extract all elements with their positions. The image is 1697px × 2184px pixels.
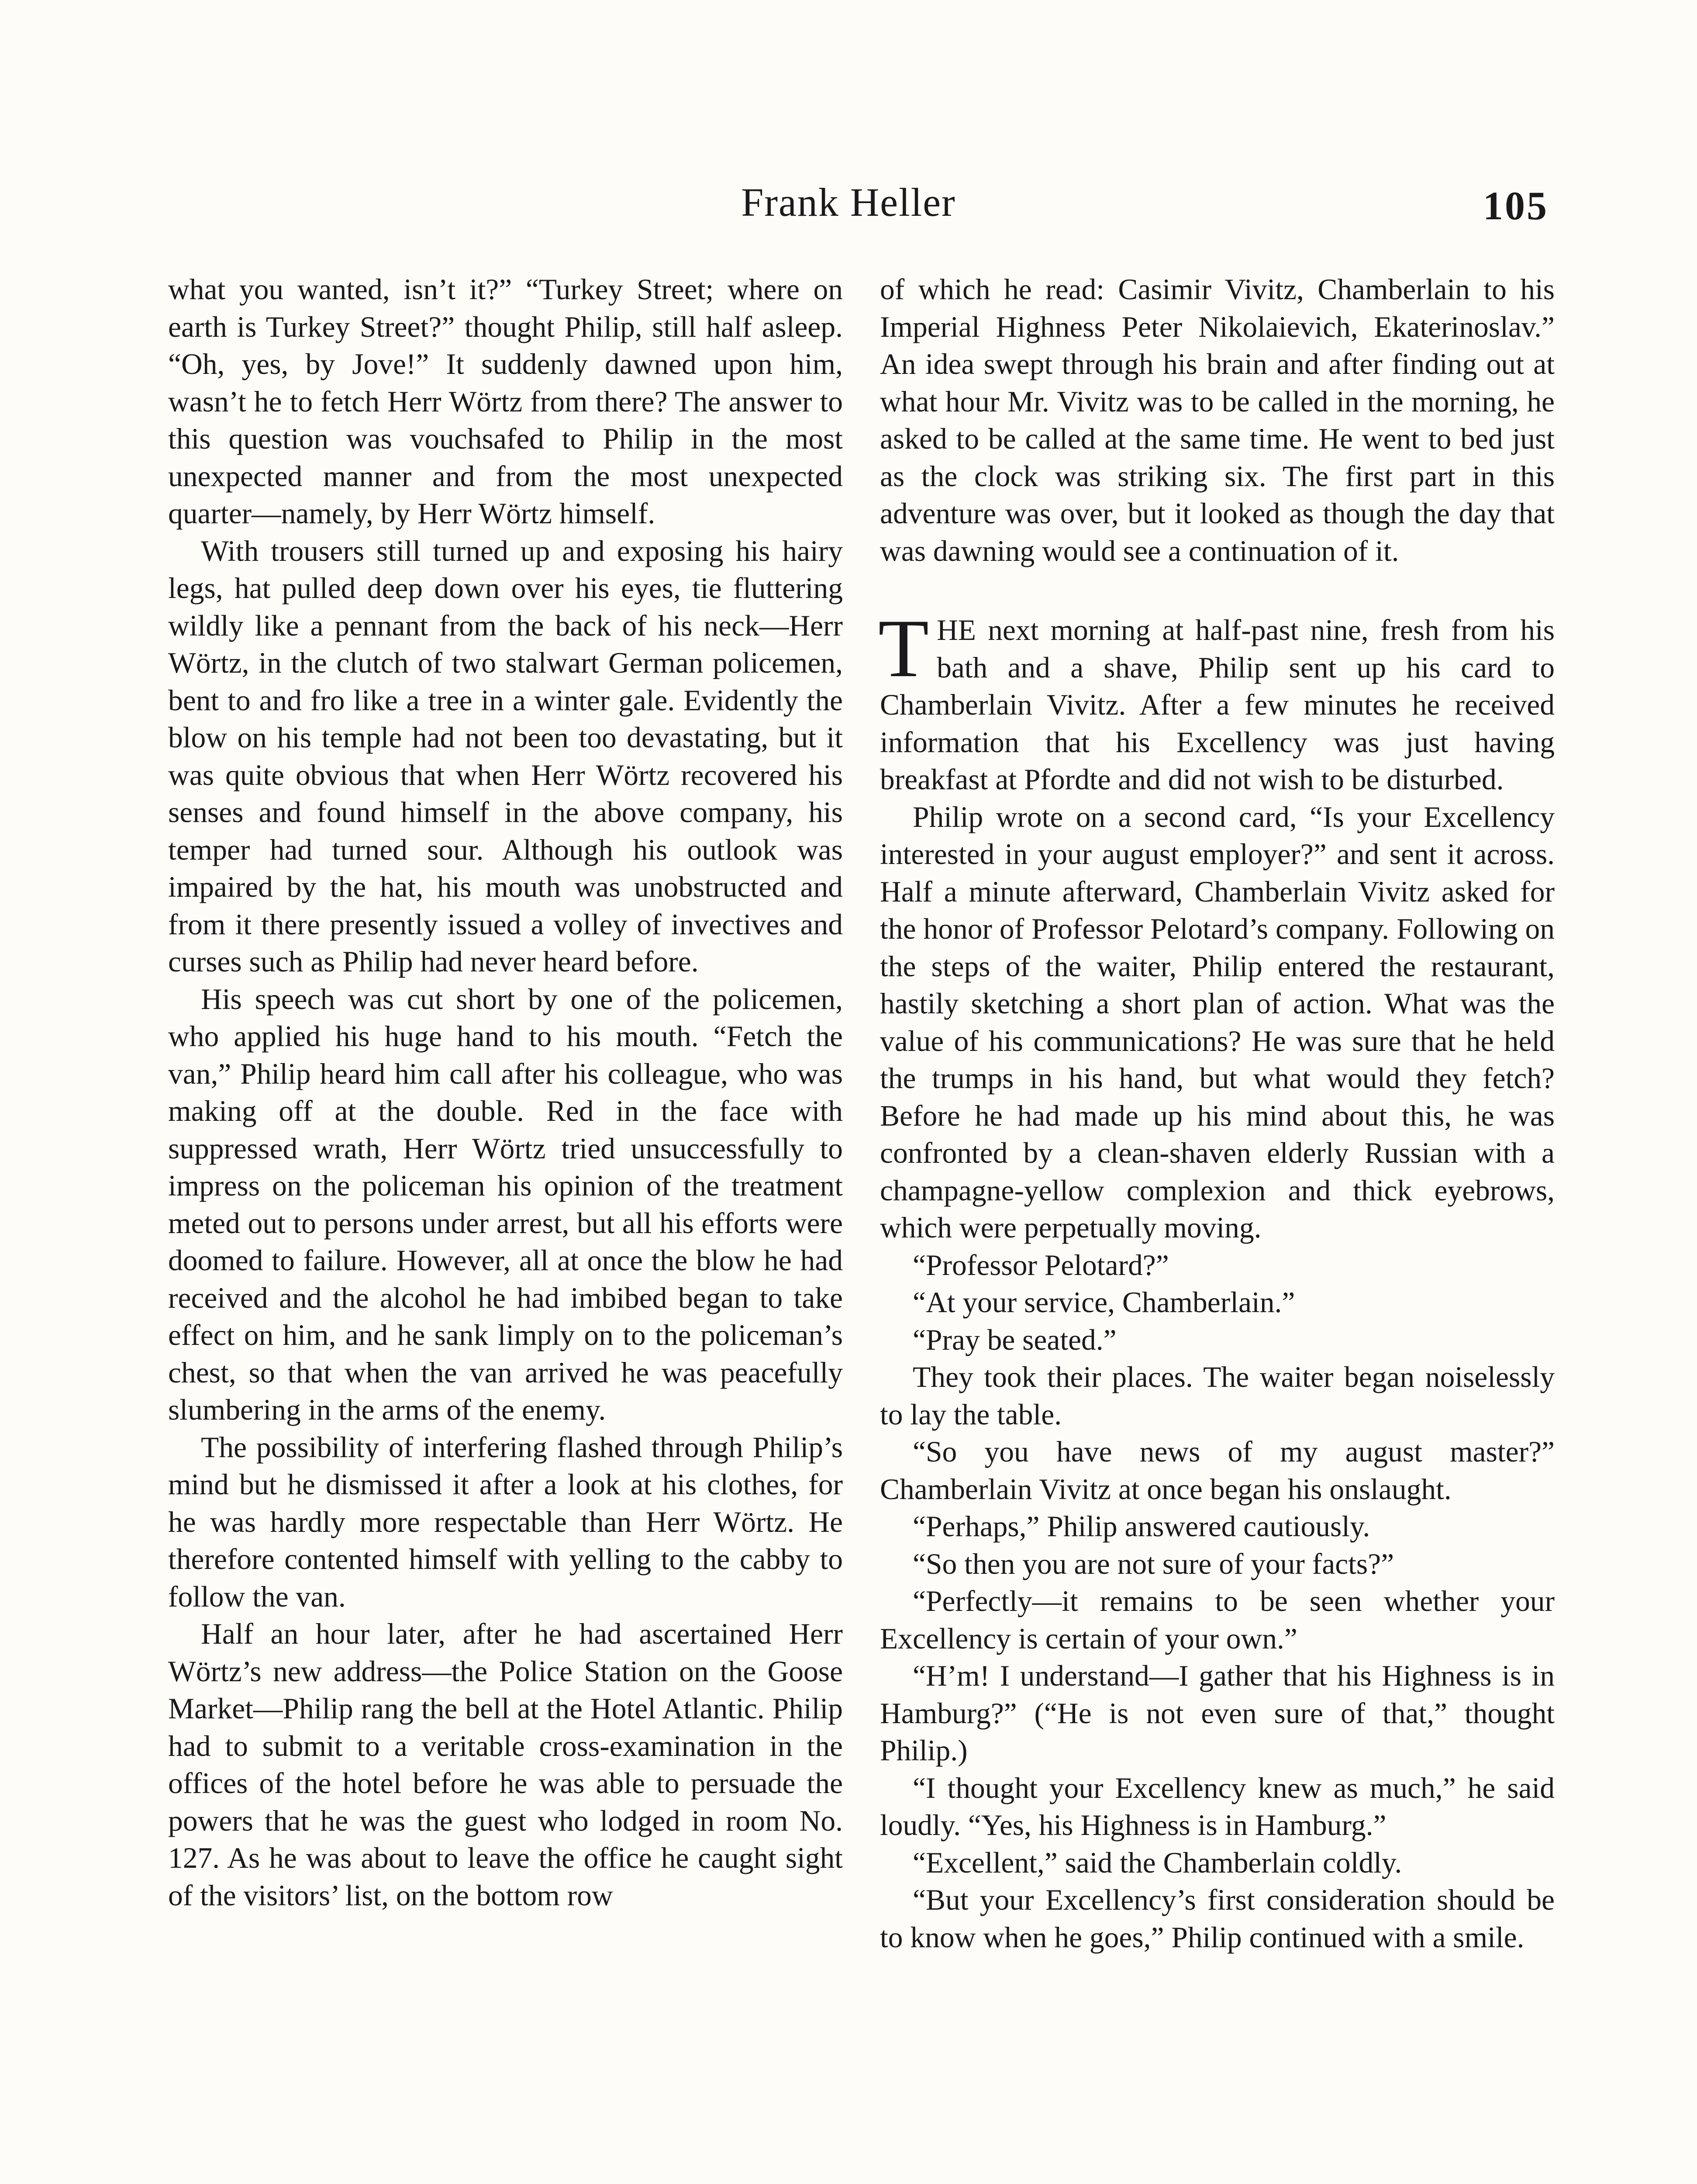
dialogue-line: “But your Excellency’s first consideration should be to know when he goes,” Philip continued with a smile.	[880, 1883, 1555, 1954]
page-number: 105	[1483, 183, 1549, 228]
paragraph: His speech was cut short by one of the policemen, who applied his huge hand to his mouth. “Fetch the van,” Philip heard him call after his colleague, who was making off at the double. Red in the face with suppressed wrath, Herr Wörtz tried unsuccessfully to impress on the policeman his opinion of the treatment meted out to persons under arrest, but all his efforts were doomed to failure. However, all at once the blow he had received and the alcohol he had imbibed began to take effect on him, and he sank limply on to the policeman’s chest, so that when the van arrived he was peacefully slumbering in the arms of the enemy.	[168, 982, 843, 1426]
paragraph: With trousers still turned up and exposing his hairy legs, hat pulled deep down over his eyes, tie fluttering wildly like a pennant from the back of his neck—Herr Wörtz, in the clutch of two stalwart German policemen, bent to and fro like a tree in a winter gale. Evidently the blow on his temple had not been too devastating, but it was quite obvious that when Herr Wörtz recovered his senses and found himself in the above company, his temper had turned sour. Although his outlook was impaired by the hat, his mouth was unobstructed and from it there presently issued a volley of invectives and curses such as Philip had never heard before.	[168, 534, 843, 978]
drop-cap: T	[878, 603, 929, 695]
dialogue-line: “Perfectly—it remains to be seen whether your Excellency is certain of your own.”	[880, 1585, 1555, 1655]
dialogue-line: “So you have news of my august master?” Chamberlain Vivitz at once began his onslaught.	[880, 1435, 1555, 1506]
paragraph: Philip wrote on a second card, “Is your Excellency interested in your august employer?” and sent it across. Half a minute afterward, Chamberlain Vivitz asked for the honor of Professor Pelotard’s company. Following on the steps of the waiter, Philip entered the restaurant, hastily sketching a short plan of action. What was the value of his communications? He was sure that he held the trumps in his hand, but what would they fetch? Before he had made up his mind about this, he was confronted by a clean-shaven elderly Russian with a champagne-yellow complexion and thick eyebrows, which were perpetually moving.	[880, 800, 1555, 1244]
left-column	[168, 271, 843, 1914]
dialogue-line: “So then you are not sure of your facts?”	[913, 1547, 1394, 1580]
dialogue-line: “I thought your Excellency knew as much,” he said loudly. “Yes, his Highness is in Hamburg.”	[880, 1771, 1555, 1842]
paragraph: of which he read: Casimir Vivitz, Chamberlain to his Imperial Highness Peter Nikolaievich, Ekaterinoslav.” An idea swept through his brain and after finding out at what hour Mr. Vivitz was to be called in the morning, he asked to be called at the same time. He went to bed just as the clock was striking six. The first part in this adventure was over, but it looked as though the day that was dawning would see a continuation of it.	[880, 273, 1555, 567]
paragraph: They took their places. The waiter began noiselessly to lay the table.	[880, 1361, 1555, 1431]
dialogue-line: “Perhaps,” Philip answered cautiously.	[913, 1510, 1370, 1543]
dialogue-line: “Excellent,” said the Chamberlain coldly.	[913, 1846, 1402, 1879]
section-opening-text: HE next morning at half-past nine, fresh from his bath and a shave, Philip sent up his card to Chamberlain Vivitz. After a few minutes he received information that his Excellency was just having breakfast at Pfordte and did not wish to be disturbed.	[880, 614, 1555, 796]
running-title: Frank Heller	[741, 180, 956, 225]
dialogue-line: “Pray be seated.”	[913, 1323, 1117, 1356]
page-header	[0, 175, 1697, 236]
dialogue-line: “At your service, Chamberlain.”	[913, 1286, 1295, 1319]
section-opening-paragraph	[878, 603, 1555, 798]
paragraph: Half an hour later, after he had ascertained Herr Wörtz’s new address—the Police Station on the Goose Market—Philip rang the bell at the Hotel Atlantic. Philip had to submit to a veritable cross-examination in the offices of the hotel before he was able to persuade the powers that he was the guest who lodged in room No. 127. As he was about to leave the office he caught sight of the visitors’ list, on the bottom row	[168, 1617, 843, 1912]
paragraph: The possibility of interfering flashed through Philip’s mind but he dismissed it after a look at his clothes, for he was hardly more respectable than Herr Wörtz. He therefore contented himself with yelling to the cabby to follow the van.	[168, 1431, 843, 1613]
right-column	[880, 271, 1555, 1956]
dialogue-line: “H’m! I understand—I gather that his Highness is in Hamburg?” (“He is not even sure of that,” thought Philip.)	[880, 1659, 1555, 1767]
dialogue-line: “Professor Pelotard?”	[913, 1248, 1169, 1282]
paragraph: what you wanted, isn’t it?” “Turkey Street; where on earth is Turkey Street?” thought Philip, still half asleep. “Oh, yes, by Jove!” It suddenly dawned upon him, wasn’t he to fetch Herr Wörtz from there? The answer to this question was vouchsafed to Philip in the most unexpected manner and from the most unexpected quarter—namely, by Herr Wörtz himself.	[168, 273, 843, 530]
